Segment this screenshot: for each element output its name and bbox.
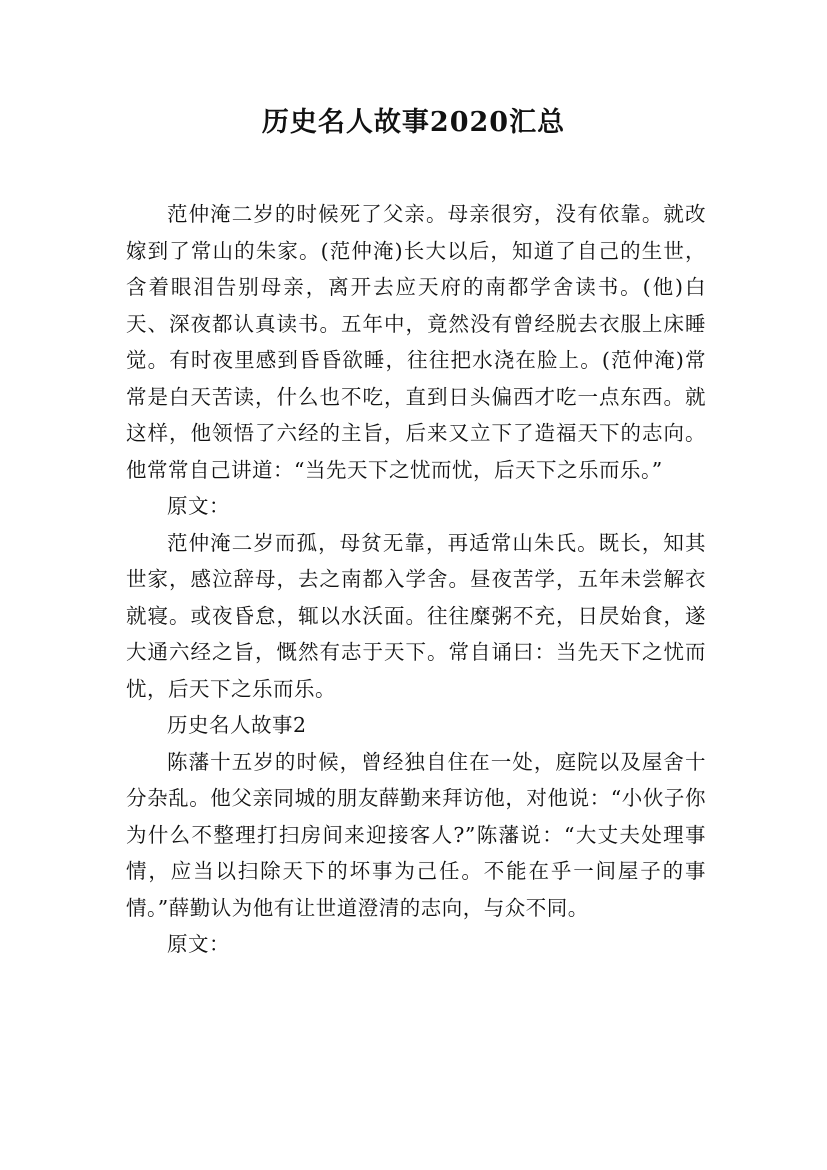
- paragraph-story-1: 范仲淹二岁的时候死了父亲。母亲很穷，没有依靠。就改嫁到了常山的朱家。(范仲淹)长大以后，知道了自己的生世，含着眼泪告别母亲，离开去应天府的南都学舍读书。(他)白天、深夜都认真读书。五年中，竟然没有曾经脱去衣服上床睡觉。有时夜里感到昏昏欲睡，往往把水浇在脸上。(范仲淹)常常是白天苦读，什么也不吃，直到日头偏西才吃一点东西。就这样，他领悟了六经的主旨，后来又立下了造福天下的志向。他常常自己讲道：“当先天下之忧而忧，后天下之乐而乐。”: [126, 202, 706, 482]
- paragraph-original-text-1: 范仲淹二岁而孤，母贫无靠，再适常山朱氏。既长，知其世家，感泣辞母，去之南都入学舍。昼夜苦学，五年未尝解衣就寝。或夜昏怠，辄以水沃面。往往糜粥不充，日昃始食，遂大通六经之旨，慨然有志于天下。常自诵曰：当先天下之忧而忧，后天下之乐而乐。: [126, 530, 706, 701]
- document-body: [126, 196, 706, 963]
- paragraph-original-label-2: 原文：: [167, 932, 230, 956]
- paragraph-original-label-1: 原文：: [167, 494, 230, 518]
- paragraph-section-heading-2: 历史名人故事2: [167, 713, 307, 737]
- document-title: 历史名人故事2020汇总: [261, 107, 566, 138]
- paragraph-story-2: 陈藩十五岁的时候，曾经独自住在一处，庭院以及屋舍十分杂乱。他父亲同城的朋友薛勤来拜访他，对他说：“小伙子你为什么不整理打扫房间来迎接客人?”陈藩说：“大丈夫处理事情，应当以扫除天下的坏事为己任。不能在乎一间屋子的事情。”薛勤认为他有让世道澄清的志向，与众不同。: [126, 749, 706, 920]
